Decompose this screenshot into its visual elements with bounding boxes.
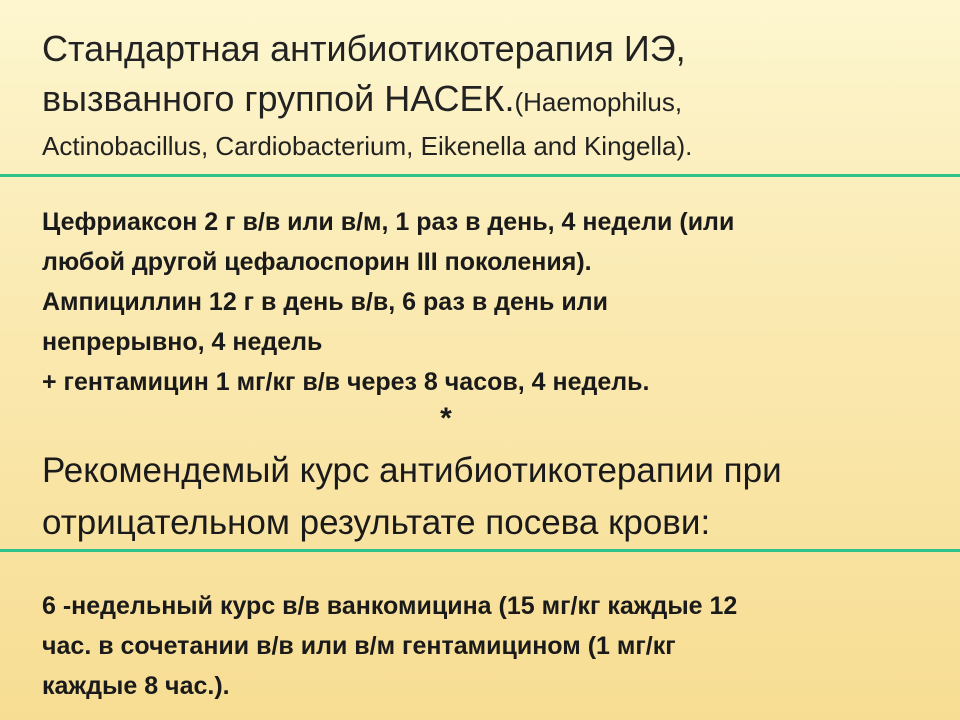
regimen-hacek-line: непрерывно, 4 недель [42, 328, 323, 356]
heading-culture-negative [42, 445, 952, 549]
divider-bottom [0, 549, 960, 552]
regimen-culture-negative [42, 586, 942, 706]
heading-hacek-line2 [42, 74, 942, 127]
regimen-hacek-line: + гентамицин 1 мг/кг в/в через 8 часов, 4 недель. [42, 368, 650, 396]
regimen-culture-negative-line: каждые 8 час.). [42, 672, 230, 700]
heading-culture-negative-line2: отрицательном результате посева крови: [42, 503, 711, 542]
heading-culture-negative-line1: Рекомендемый курс антибиотикотерапии при [42, 451, 782, 490]
heading-hacek [42, 24, 942, 165]
regimen-hacek-line: любой другой цефалоспорин III поколения). [42, 248, 592, 276]
heading-hacek-line2-main: вызванного группой НАСЕК. [42, 78, 515, 119]
asterisk-mark: * [440, 402, 452, 435]
heading-hacek-line3: Actinobacillus, Cardiobacterium, Eikenella and Kingella). [42, 131, 693, 161]
regimen-culture-negative-line: час. в сочетании в/в или в/м гентамицином (1 мг/кг [42, 632, 676, 660]
regimen-culture-negative-line: 6 -недельный курс в/в ванкомицина (15 мг/кг каждые 12 [42, 592, 738, 620]
regimen-hacek [42, 202, 942, 402]
heading-hacek-line1: Стандартная антибиотикотерапия ИЭ, [42, 28, 686, 69]
divider-top [0, 174, 960, 177]
regimen-hacek-line: Цефриаксон 2 г в/в или в/м, 1 раз в день, 4 недели (или [42, 208, 735, 236]
regimen-hacek-line: Ампициллин 12 г в день в/в, 6 раз в день или [42, 288, 608, 316]
heading-hacek-line2-small: (Haemophilus, [514, 87, 683, 117]
